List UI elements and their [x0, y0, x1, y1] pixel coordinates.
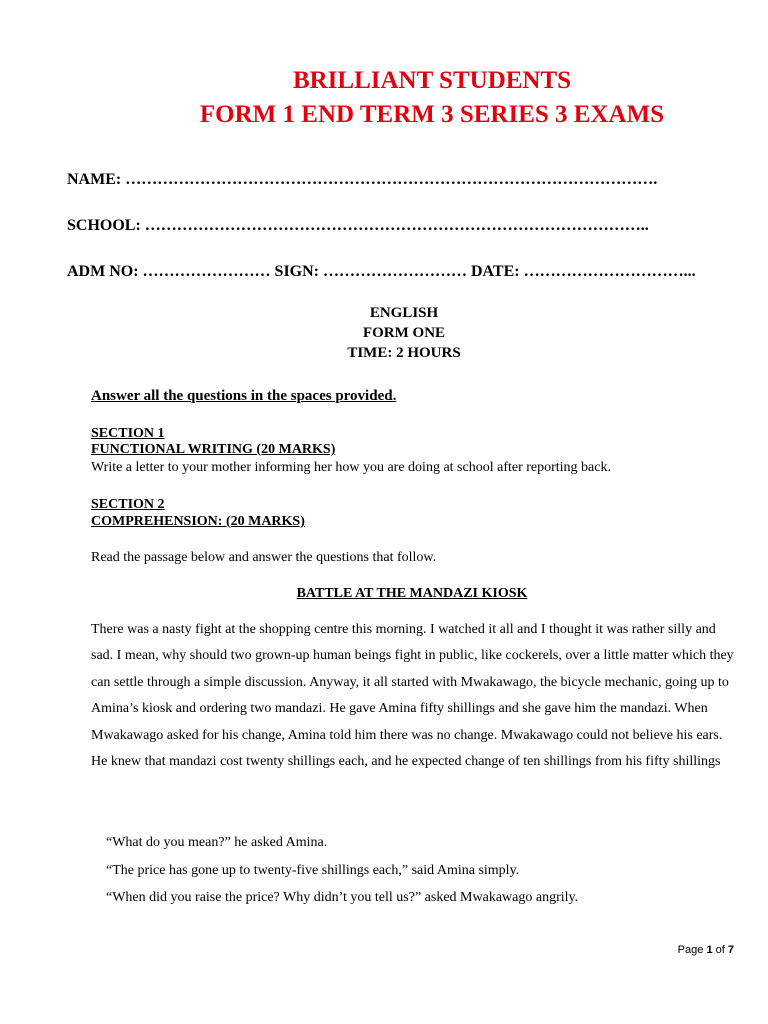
section1-heading: SECTION 1	[91, 426, 165, 441]
section1-task: Write a letter to your mother informing her how you are doing at school after reporting back.	[91, 460, 611, 475]
school-field: SCHOOL: …………………………………………………………………………………..	[67, 217, 649, 234]
exam-title: BRILLIANT STUDENTS	[292, 67, 572, 94]
general-instruction: Answer all the questions in the spaces provided.	[91, 388, 397, 404]
passage-title: BATTLE AT THE MANDAZI KIOSK	[296, 586, 528, 601]
page-of: of	[715, 944, 725, 956]
adm-sign-date-field: ADM NO: …………………… SIGN: ……………………… DATE: …………………………...	[67, 263, 696, 280]
page-label: Page	[677, 944, 704, 956]
page-current: 1	[706, 944, 713, 956]
exam-subtitle: FORM 1 END TERM 3 SERIES 3 EXAMS	[199, 101, 665, 128]
page-number	[678, 944, 734, 956]
subject-block	[0, 303, 768, 363]
dialogue-line: “When did you raise the price? Why didn’t you tell us?” asked Mwakawago angrily.	[106, 890, 579, 905]
subject-name: ENGLISH	[369, 305, 439, 321]
section2-heading: SECTION 2	[91, 497, 165, 512]
page-total: 7	[727, 944, 734, 956]
subject-form: FORM ONE	[362, 325, 446, 341]
exam-time: TIME: 2 HOURS	[347, 345, 461, 361]
section2-subheading: COMPREHENSION: (20 MARKS)	[91, 514, 305, 529]
section1-subheading: FUNCTIONAL WRITING (20 MARKS)	[91, 442, 336, 457]
section2-instruction: Read the passage below and answer the questions that follow.	[91, 550, 437, 565]
dialogue-line: “What do you mean?” he asked Amina.	[106, 835, 328, 850]
passage-paragraph: There was a nasty fight at the shopping centre this morning. I watched it all and I thought it was rather silly and sad. I mean, why should two grown-up human beings fight in public, like cockerels, over a little matter which they can settle through a simple discussion. Anyway, it all started with Mwakawago, the bicycle mechanic, going up to Amina’s kiosk and ordering two mandazi. He gave Amina fifty shillings and she gave him the mandazi. When Mwakawago asked for his change, Amina told him there was no change. Mwakawago could not believe his ears. He knew that mandazi cost twenty shillings each, and he expected change of ten shillings from his fifty shillings	[91, 622, 734, 770]
name-field: NAME: ……………………………………………………………………………………….	[67, 171, 658, 188]
dialogue-line: “The price has gone up to twenty-five shillings each,” said Amina simply.	[106, 863, 520, 878]
